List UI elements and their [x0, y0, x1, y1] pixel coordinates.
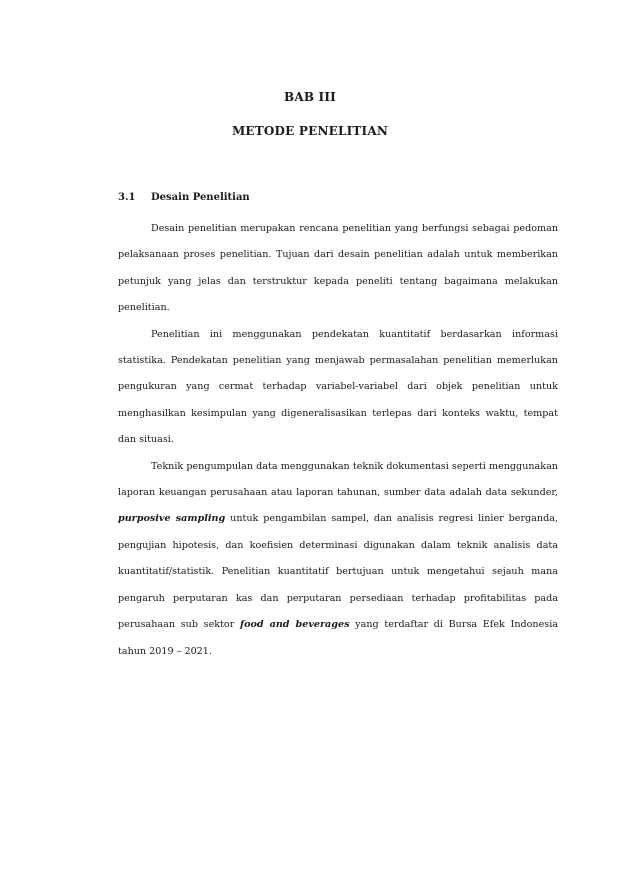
term-food-and-beverages: food and beverages	[240, 619, 350, 631]
paragraph-3-part-1: Teknik pengumpulan data menggunakan teknik dokumentasi seperti menggunakan laporan keuangan perusahaan atau laporan tahunan, sumber data adalah data sekunder,	[118, 460, 558, 499]
section-number: 3.1	[118, 192, 136, 203]
paragraph-2: Penelitian ini menggunakan pendekatan kuantitatif berdasarkan informasi statistika. Pendekatan penelitian yang menjawab permasalahan penelitian memerlukan pengukuran yang cermat terhadap variabel-variabel dari objek penelitian untuk menghasilkan kesimpulan yang digeneralisasikan terlepas dari konteks waktu, tempat dan situasi.	[118, 328, 558, 446]
section-heading	[118, 192, 558, 203]
paragraph-3-part-3: yang terdaftar di Bursa Efek Indonesia tahun 2019 – 2021.	[118, 619, 558, 657]
body-text	[118, 216, 558, 665]
chapter-title: METODE PENELITIAN	[231, 124, 389, 138]
paragraph-1: Desain penelitian merupakan rencana penelitian yang berfungsi sebagai pedoman pelaksanaan proses penelitian. Tujuan dari desain penelitian adalah untuk memberikan petunjuk yang jelas dan terstruktur kepada peneliti tentang bagaimana melakukan penelitian.	[118, 223, 558, 314]
chapter-label: BAB III	[283, 90, 336, 104]
section-title: Desain Penelitian	[151, 192, 250, 203]
paragraph-3-part-2: untuk pengambilan sampel, dan analisis regresi linier berganda, pengujian hipotesis, dan koefisien determinasi digunakan dalam teknik analisis data kuantitatif/statistik. Penelitian kuantitatif bertujuan untuk mengetahui sejauh mana pengaruh perputaran kas dan perputaran persediaan terhadap profitabilitas pada perusahaan sub sektor	[118, 513, 558, 631]
term-purposive-sampling: purposive sampling	[118, 513, 226, 525]
paragraph-3	[118, 454, 558, 665]
